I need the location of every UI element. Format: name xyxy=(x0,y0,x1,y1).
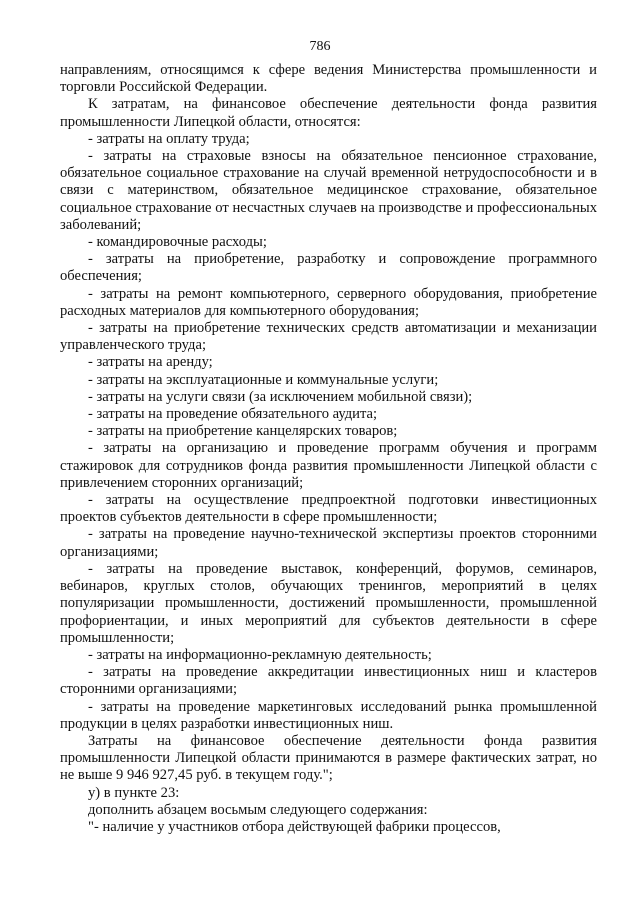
paragraph: - затраты на проведение маркетинговых исследований рынка промышленной продукции в целях разработки инвестиционных ниш. xyxy=(60,698,597,732)
paragraph: - командировочные расходы; xyxy=(88,234,267,251)
paragraph: - затраты на организацию и проведение программ обучения и программ стажировок для сотрудников фонда развития промышленности Липецкой области с привлечением сторонних организаций; xyxy=(60,440,597,491)
paragraph: - затраты на приобретение канцелярских товаров; xyxy=(88,423,398,440)
paragraph: дополнить абзацем восьмым следующего содержания: xyxy=(88,801,428,818)
page-number: 786 xyxy=(309,39,331,54)
paragraph: - затраты на проведение научно-технической экспертизы проектов сторонними организациями; xyxy=(60,526,597,560)
paragraph: - затраты на проведение выставок, конференций, форумов, семинаров, вебинаров, круглых столов, обучающих тренингов, мероприятий в целях популяризации промышленности, достижений промышленности, промышленной профориентации, и иных мероприятий для субъектов деятельности в сфере промышленности; xyxy=(60,560,597,646)
paragraph: - затраты на ремонт компьютерного, серверного оборудования, приобретение расходных материалов для компьютерного оборудования; xyxy=(60,285,597,319)
paragraph: "- наличие у участников отбора действующей фабрики процессов, xyxy=(88,818,501,835)
document-body xyxy=(60,62,597,836)
paragraph: - затраты на проведение обязательного аудита; xyxy=(88,406,378,423)
paragraph: у) в пункте 23: xyxy=(88,784,180,801)
paragraph: - затраты на проведение аккредитации инвестиционных ниш и кластеров сторонними организациями; xyxy=(60,664,597,698)
paragraph: - затраты на аренду; xyxy=(88,354,213,371)
paragraph: - затраты на приобретение технических средств автоматизации и механизации управленческого труда; xyxy=(60,320,597,354)
paragraph: - затраты на услуги связи (за исключением мобильной связи); xyxy=(88,388,473,405)
paragraph: - затраты на эксплуатационные и коммунальные услуги; xyxy=(88,371,439,388)
paragraph: - затраты на страховые взносы на обязательное пенсионное страхование, обязательное социальное страхование на случай временной нетрудоспособности и в связи с материнством, обязательное медицинское страхование, обязательное социальное страхование от несчастных случаев на производстве и профессиональных заболеваний; xyxy=(60,148,597,233)
paragraph: Затраты на финансовое обеспечение деятельности фонда развития промышленности Липецкой области принимаются в размере фактических затрат, но не выше 9 946 927,45 руб. в текущем году."; xyxy=(60,732,597,784)
paragraph: - затраты на оплату труда; xyxy=(88,130,250,147)
paragraph: - затраты на приобретение, разработку и сопровождение программного обеспечения; xyxy=(60,251,597,285)
paragraph: направлениям, относящимся к сфере ведения Министерства промышленности и торговли Российской Федерации. xyxy=(60,62,597,96)
paragraph: К затратам, на финансовое обеспечение деятельности фонда развития промышленности Липецкой области, относятся: xyxy=(60,96,597,130)
paragraph: - затраты на осуществление предпроектной подготовки инвестиционных проектов субъектов деятельности в сфере промышленности; xyxy=(60,492,597,526)
paragraph: - затраты на информационно-рекламную деятельность; xyxy=(88,646,432,663)
